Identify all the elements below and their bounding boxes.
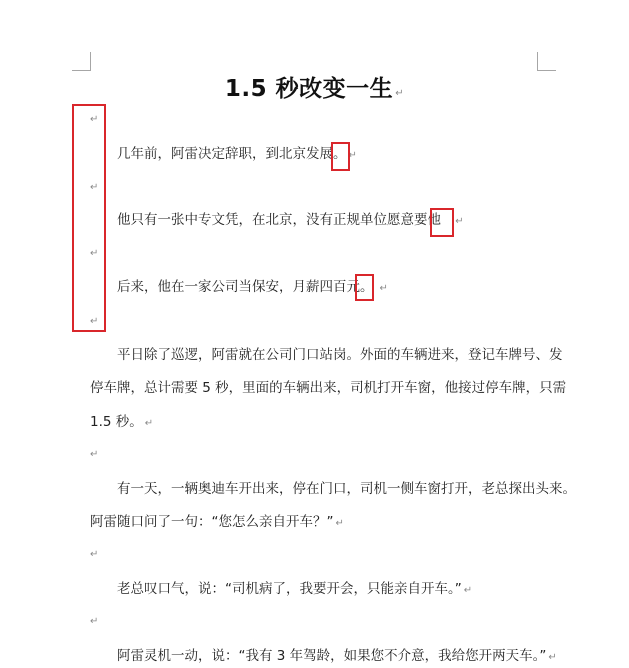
paragraph-text: 几年前，阿雷决定辞职，到北京发展。	[117, 146, 347, 162]
paragraph-mark-icon: ↵	[455, 216, 464, 227]
paragraph-text: 阿雷灵机一动，说：“我有 3 年驾龄，如果您不介意，我给您开两天车。”	[117, 648, 547, 664]
paragraph-text: 阿雷随口问了一句：“您怎么亲自开车？”	[90, 514, 334, 530]
paragraph-text: 有一天，一辆奥迪车开出来，停在门口，司机一侧车窗打开，老总探出头来。	[117, 481, 576, 497]
highlight-box-mark	[355, 274, 374, 301]
paragraph-mark-icon: ↵	[90, 549, 99, 560]
paragraph-mark-icon: ↵	[90, 248, 99, 259]
paragraph-line	[117, 579, 472, 601]
paragraph-mark-icon: ↵	[90, 114, 99, 125]
paragraph-line	[117, 345, 563, 365]
paragraph	[117, 210, 464, 232]
paragraph-mark-icon: ↵	[548, 652, 557, 663]
paragraph-line	[90, 412, 153, 434]
paragraph-text: 1.5 秒。	[90, 414, 143, 430]
paragraph-mark-icon: ↵	[463, 585, 473, 596]
paragraph-text: 老总叹口气，说：“司机病了，我要开会，只能亲自开车。”	[117, 581, 462, 597]
paragraph-mark-icon: ↵	[379, 283, 388, 294]
paragraph-mark-icon: ↵	[90, 182, 99, 193]
paragraph	[117, 144, 357, 166]
paragraph	[117, 277, 388, 299]
paragraph-mark-icon: ↵	[90, 316, 99, 327]
margin-corner-top-right	[537, 52, 556, 71]
paragraph-line	[117, 646, 557, 668]
paragraph-text: 后来，他在一家公司当保安，月薪四百元。	[117, 279, 374, 295]
paragraph-mark-icon: ↵	[395, 88, 405, 99]
paragraph-mark-icon: ↵	[348, 150, 357, 161]
paragraph-line	[90, 378, 566, 398]
document-title	[0, 70, 629, 103]
highlight-box-mark	[331, 142, 350, 171]
paragraph-line	[90, 512, 344, 534]
paragraph-mark-icon: ↵	[90, 616, 99, 627]
paragraph-mark-icon: ↵	[335, 518, 344, 529]
paragraph-text: 他只有一张中专文凭，在北京，没有正规单位愿意要他	[117, 212, 441, 228]
highlight-box-empty-paragraphs	[72, 104, 106, 332]
highlight-box-mark	[430, 208, 454, 237]
paragraph-line	[117, 479, 576, 499]
paragraph-text: 平日除了巡逻，阿雷就在公司门口站岗。外面的车辆进来，登记车牌号、发	[117, 347, 563, 363]
paragraph-mark-icon: ↵	[90, 449, 99, 460]
paragraph-text: 停车牌，总计需要 5 秒，里面的车辆出来，司机打开车窗，他接过停车牌，只需	[90, 380, 567, 396]
title-text: 1.5 秒改变一生	[224, 76, 394, 102]
margin-corner-top-left	[72, 52, 91, 71]
paragraph-mark-icon: ↵	[144, 418, 154, 429]
